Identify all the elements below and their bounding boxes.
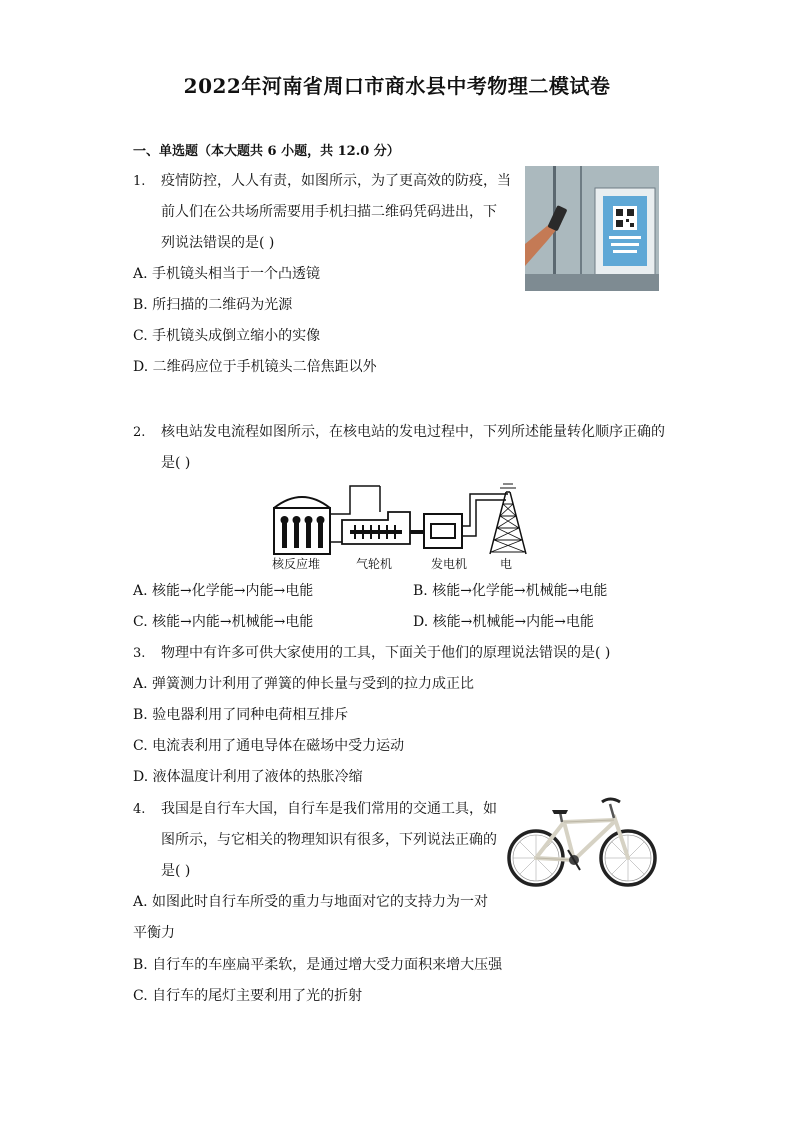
option-b: B. 自行车的车座扁平柔软，是通过增大受力面积来增大压强 bbox=[133, 957, 503, 973]
question-number: 3. bbox=[133, 646, 146, 661]
diagram-label-reactor: 核反应堆 bbox=[272, 557, 321, 571]
option-b: B. 核能→化学能→机械能→电能 bbox=[413, 583, 608, 599]
page-title: 2022年河南省周口市商水县中考物理二模试卷 bbox=[183, 74, 611, 98]
option-a-continued: 平衡力 bbox=[133, 925, 175, 941]
bicycle-photo bbox=[506, 792, 660, 892]
diagram-label-turbine: 气轮机 bbox=[356, 557, 393, 571]
option-c: C. 自行车的尾灯主要利用了光的折射 bbox=[133, 988, 363, 1004]
option-d: D. 二维码应位于手机镜头二倍焦距以外 bbox=[133, 359, 377, 375]
option-a: A. 弹簧测力计利用了弹簧的伸长量与受到的拉力成正比 bbox=[133, 676, 475, 692]
question-stem-line: 列说法错误的是( ) bbox=[161, 235, 275, 251]
option-d: D. 液体温度计利用了液体的热胀冷缩 bbox=[133, 769, 363, 785]
question-stem-line: 是( ) bbox=[161, 863, 191, 879]
section-heading: 一、单选题（本大题共 6 小题，共 12.0 分） bbox=[133, 144, 400, 159]
question-stem-line: 图所示，与它相关的物理知识有很多，下列说法正确的 bbox=[161, 832, 497, 848]
question-number: 4. bbox=[133, 802, 146, 817]
option-a: A. 如图此时自行车所受的重力与地面对它的支持力为一对 bbox=[133, 894, 489, 910]
option-c: C. 核能→内能→机械能→电能 bbox=[133, 614, 314, 630]
option-a: A. 核能→化学能→内能→电能 bbox=[133, 583, 314, 599]
question-stem-line: 物理中有许多可供大家使用的工具，下面关于他们的原理说法错误的是( ) bbox=[161, 645, 611, 661]
question-stem-line: 我国是自行车大国，自行车是我们常用的交通工具，如 bbox=[161, 801, 497, 817]
option-c: C. 手机镜头成倒立缩小的实像 bbox=[133, 328, 321, 344]
option-b: B. 验电器利用了同种电荷相互排斥 bbox=[133, 707, 349, 723]
diagram-label-electricity: 电 bbox=[500, 557, 513, 571]
question-stem-line: 是( ) bbox=[161, 455, 191, 471]
option-b: B. 所扫描的二维码为光源 bbox=[133, 297, 293, 313]
option-c: C. 电流表利用了通电导体在磁场中受力运动 bbox=[133, 738, 405, 754]
question-number: 1. bbox=[133, 174, 146, 189]
option-a: A. 手机镜头相当于一个凸透镜 bbox=[133, 266, 321, 282]
qr-scan-photo bbox=[525, 166, 659, 291]
question-number: 2. bbox=[133, 425, 146, 440]
option-d: D. 核能→机械能→内能→电能 bbox=[413, 614, 594, 630]
question-stem-line: 疫情防控，人人有责，如图所示，为了更高效的防疫，当 bbox=[161, 173, 511, 189]
diagram-label-generator: 发电机 bbox=[431, 557, 468, 571]
question-stem-line: 核电站发电流程如图所示，在核电站的发电过程中，下列所述能量转化顺序正确的 bbox=[161, 424, 665, 440]
question-stem-line: 前人们在公共场所需要用手机扫描二维码凭码进出，下 bbox=[161, 204, 497, 220]
